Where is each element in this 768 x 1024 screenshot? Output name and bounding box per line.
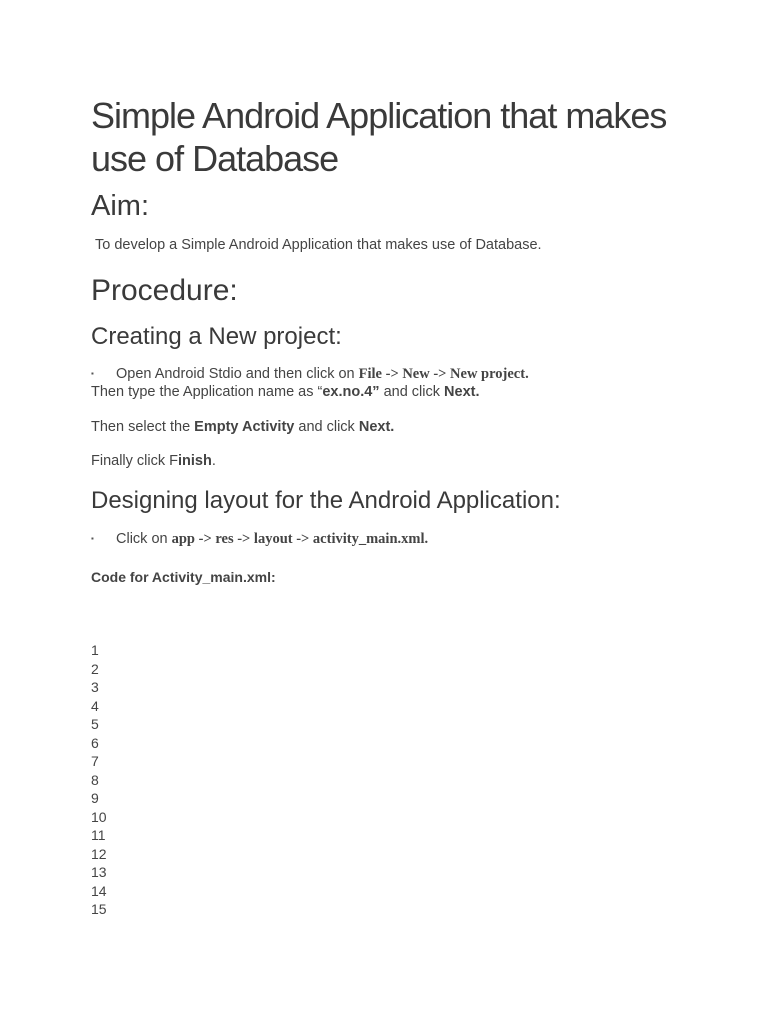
- code-heading: Code for Activity_main.xml:: [91, 569, 276, 585]
- aim-text: To develop a Simple Android Application that makes use of Database.: [95, 237, 542, 253]
- line-number: 12: [91, 845, 107, 862]
- step-text: and click: [294, 419, 359, 435]
- creating-project-heading: Creating a New project:: [91, 323, 342, 350]
- creating-step-finish: [91, 452, 216, 470]
- step-text: .: [211, 453, 216, 469]
- step-text: Then type the Application name as “: [91, 384, 323, 400]
- line-number: 15: [91, 901, 107, 917]
- code-line-numbers: [91, 641, 107, 919]
- creating-step-open-studio: [91, 365, 529, 383]
- next-keyword: Next.: [358, 419, 395, 435]
- line-number: 1: [91, 642, 99, 658]
- finish-keyword: inish: [178, 453, 212, 469]
- creating-step-app-name: [91, 383, 480, 401]
- line-number: 14: [91, 882, 107, 899]
- line-number: 2: [91, 660, 99, 677]
- step-text: Then select the: [91, 419, 195, 435]
- line-number: 4: [91, 697, 99, 714]
- empty-activity-keyword: Empty Activity: [194, 419, 295, 435]
- step-text: and click: [379, 384, 445, 400]
- designing-step-click-path: [91, 530, 428, 548]
- aim-heading: Aim:: [91, 190, 149, 222]
- line-number: 7: [91, 753, 99, 769]
- creating-step-empty-activity: [91, 418, 394, 436]
- step-text: Finally click F: [91, 453, 179, 469]
- line-number: 11: [91, 827, 106, 843]
- line-number: 6: [91, 734, 99, 751]
- file-path: app -> res -> layout -> activity_main.xml.: [171, 531, 429, 547]
- step-text: Open Android Stdio and then click on: [116, 366, 359, 382]
- line-number: 13: [91, 864, 107, 880]
- line-number: 5: [91, 716, 99, 732]
- next-keyword: Next.: [444, 384, 480, 400]
- menu-path: File -> New -> New project.: [358, 366, 529, 382]
- step-text: Click on: [116, 531, 172, 547]
- procedure-heading: Procedure:: [91, 274, 238, 307]
- bullet-icon: ▪: [91, 369, 94, 378]
- line-number: 3: [91, 679, 99, 695]
- document-title: Simple Android Application that makes use of Database: [91, 95, 667, 179]
- app-name: ex.no.4”: [322, 384, 380, 400]
- line-number: 9: [91, 790, 99, 806]
- line-number: 8: [91, 771, 99, 788]
- designing-layout-heading: Designing layout for the Android Application:: [91, 487, 561, 514]
- bullet-icon: ▪: [91, 534, 94, 543]
- line-number: 10: [91, 808, 107, 825]
